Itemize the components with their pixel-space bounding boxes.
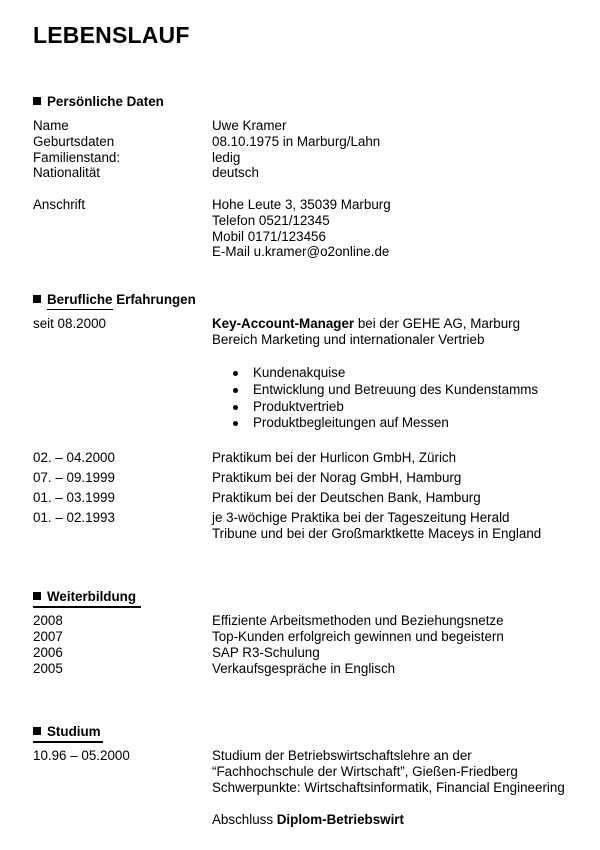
section-heading-study: [33, 724, 101, 740]
internship-text: Praktikum bei der Deutschen Bank, Hamburg: [212, 490, 481, 505]
value-nationality: deutsch: [212, 165, 259, 180]
section-heading-text: Weiterbildung: [47, 589, 137, 604]
task-text: Produktbegleitungen auf Messen: [253, 415, 449, 431]
internship-text-continued: Tribune und bei der Großmarktkette Maceys in England: [212, 526, 542, 541]
section-heading-text: Persönliche Daten: [47, 94, 164, 109]
bullet-dot-icon: [233, 388, 238, 393]
square-bullet-icon: [33, 97, 41, 105]
training-text: Effiziente Arbeitsmethoden und Beziehungsnetze: [212, 613, 504, 628]
label-nationality: Nationalität: [33, 165, 100, 180]
experience-main-area: Bereich Marketing und internationaler Vertrieb: [212, 332, 485, 347]
list-item: [212, 365, 538, 382]
training-text: Verkaufsgespräche in Englisch: [212, 661, 396, 676]
task-text: Produktvertrieb: [253, 398, 344, 414]
internship-date: 07. – 09.1999: [33, 470, 115, 485]
label-address: Anschrift: [33, 197, 86, 212]
task-text: Kundenakquise: [253, 365, 346, 380]
study-line: “Fachhochschule der Wirtschaft”, Gießen-Friedberg: [212, 764, 518, 779]
job-role: Key-Account-Manager: [212, 316, 355, 331]
square-bullet-icon: [33, 727, 41, 735]
training-text: Top-Kunden erfolgreich gewinnen und begeistern: [212, 629, 504, 644]
section-heading-experience: [33, 292, 196, 308]
value-marital-status: ledig: [212, 150, 241, 165]
heading-underline: [33, 741, 103, 743]
task-text: Entwicklung und Betreuung des Kundenstamms: [253, 381, 539, 397]
section-heading-text: Studium: [47, 724, 101, 739]
training-year: 2006: [33, 645, 63, 660]
internship-date: 02. – 04.2000: [33, 450, 115, 465]
training-year: 2008: [33, 613, 63, 628]
training-year: 2007: [33, 629, 63, 644]
address-mobile: Mobil 0171/123456: [212, 229, 326, 244]
list-item: [212, 399, 538, 416]
degree-prefix: Abschluss: [212, 812, 277, 827]
square-bullet-icon: [33, 295, 41, 303]
training-year: 2005: [33, 661, 63, 676]
section-heading-personal: [33, 94, 164, 110]
address-street: Hohe Leute 3, 35039 Marburg: [212, 197, 391, 212]
list-item: [212, 382, 538, 399]
bullet-dot-icon: [233, 371, 238, 376]
square-bullet-icon: [33, 592, 41, 600]
internship-date: 01. – 03.1999: [33, 490, 115, 505]
heading-underline: [33, 606, 141, 608]
training-text: SAP R3-Schulung: [212, 645, 320, 660]
section-heading-training: [33, 589, 136, 605]
study-line: Studium der Betriebswirtschaftslehre an der: [212, 748, 472, 763]
degree-title: Diplom-Betriebswirt: [276, 812, 404, 827]
study-date: 10.96 – 05.2000: [33, 748, 130, 763]
address-phone: Telefon 0521/12345: [212, 213, 330, 228]
job-company: bei der GEHE AG, Marburg: [354, 316, 521, 331]
experience-main-date: seit 08.2000: [33, 316, 106, 331]
bullet-dot-icon: [233, 405, 238, 410]
label-marital-status: Familienstand:: [33, 150, 121, 165]
list-item: [212, 415, 538, 432]
experience-main-title: [212, 316, 520, 332]
task-list: [212, 365, 538, 432]
heading-underline: [47, 309, 113, 310]
internship-date: 01. – 02.1993: [33, 510, 115, 525]
section-heading-text: Berufliche Erfahrungen: [47, 292, 196, 307]
study-degree: [212, 812, 404, 828]
internship-text: je 3-wöchige Praktika bei der Tageszeitung Herald: [212, 510, 510, 525]
label-birth: Geburtsdaten: [33, 134, 115, 149]
value-name: Uwe Kramer: [212, 118, 287, 133]
document-title: LEBENSLAUF: [33, 22, 190, 48]
study-line: Schwerpunkte: Wirtschaftsinformatik, Financial Engineering: [212, 780, 565, 795]
value-birth: 08.10.1975 in Marburg/Lahn: [212, 134, 381, 149]
label-name: Name: [33, 118, 69, 133]
address-email: E-Mail u.kramer@o2online.de: [212, 244, 390, 259]
bullet-dot-icon: [233, 421, 238, 426]
internship-text: Praktikum bei der Norag GmbH, Hamburg: [212, 470, 462, 485]
internship-text: Praktikum bei der Hurlicon GmbH, Zürich: [212, 450, 457, 465]
